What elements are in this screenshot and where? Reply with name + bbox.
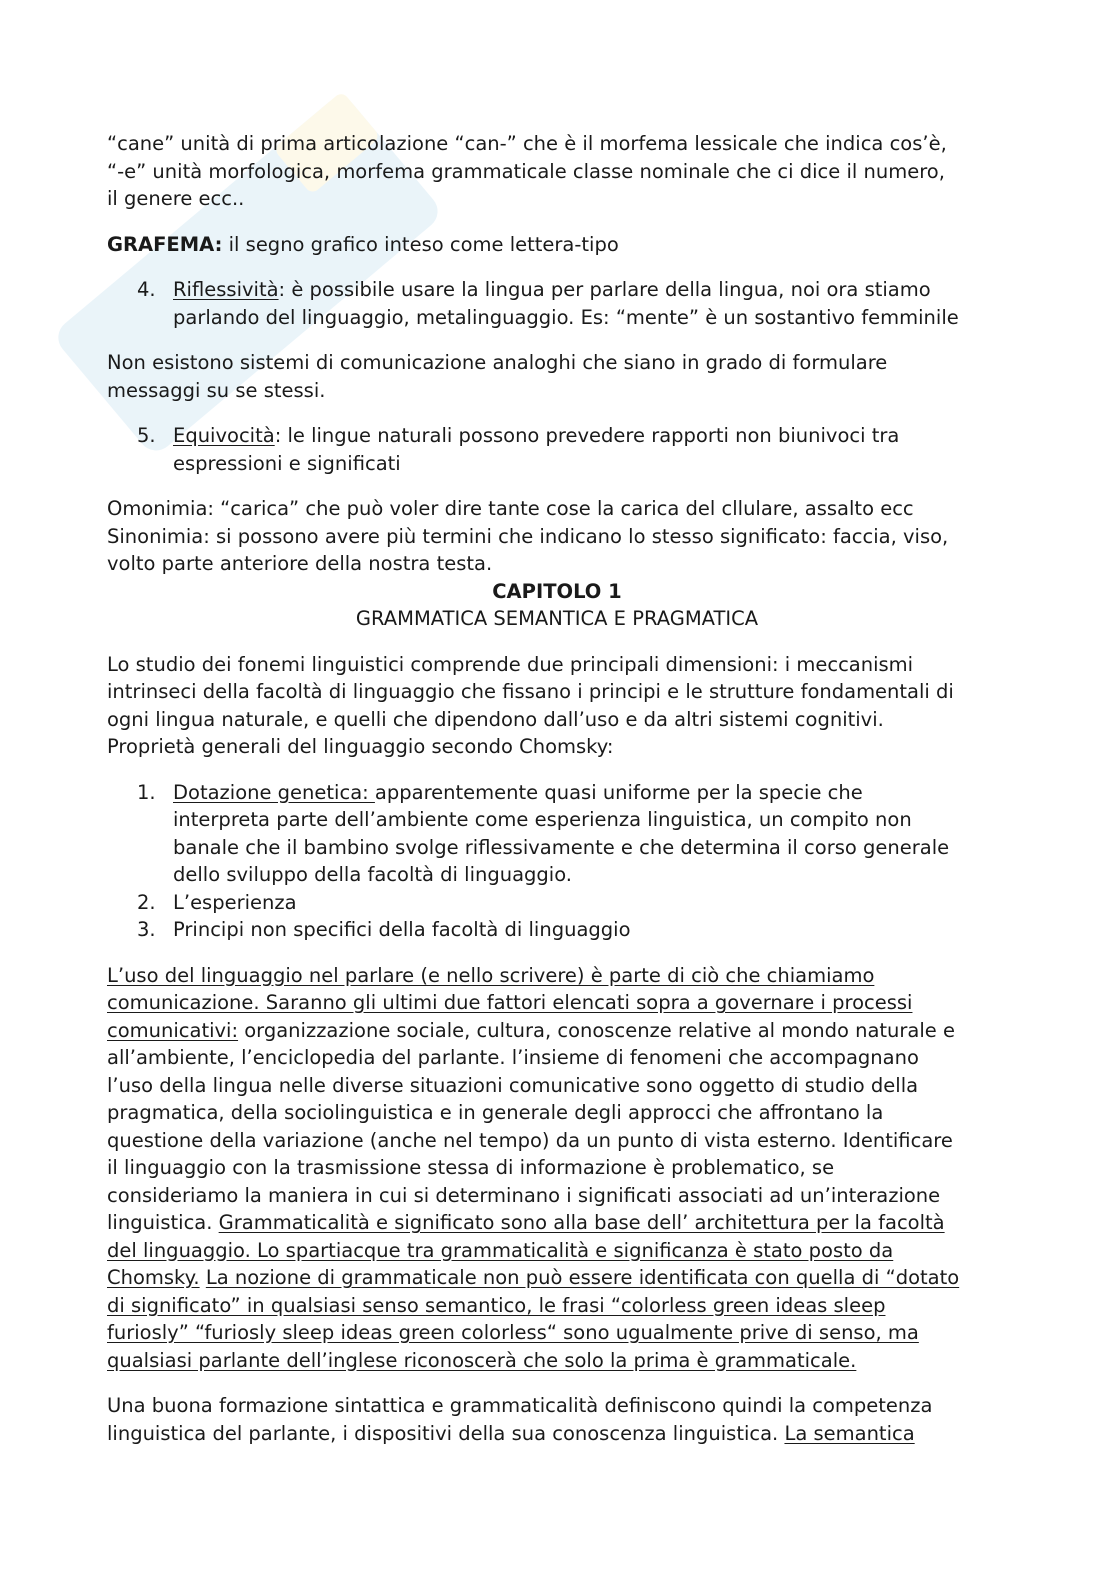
text-line: qualsiasi parlante dell’inglese riconoscerà che solo la prima è grammaticale. <box>107 1348 857 1372</box>
document-body <box>107 130 1007 1447</box>
paragraph-cane <box>107 130 1007 213</box>
text-line: linguistica. <box>107 1211 219 1234</box>
text-line: Sinonimia: si possono avere più termini che indicano lo stesso significato: faccia, viso, <box>107 524 949 548</box>
list-number: 5. <box>137 424 156 447</box>
list-text: Principi non specifici della facoltà di linguaggio <box>173 918 631 941</box>
paragraph-omonimia <box>107 495 1007 578</box>
text-line: il linguaggio con la trasmissione stessa di informazione è problematico, se <box>107 1156 835 1179</box>
list-item-principi <box>107 916 1007 944</box>
paragraph-formazione <box>107 1392 1007 1447</box>
text-line: ogni lingua naturale, e quelli che dipendono dall’uso e da altri sistemi cognitivi. <box>107 707 884 731</box>
list-item-equivocita <box>107 422 1007 477</box>
list-number: 3. <box>137 918 156 941</box>
text-line: l’uso della lingua nelle diverse situazioni comunicative sono oggetto di studio della <box>107 1073 919 1097</box>
chapter-subtitle: GRAMMATICA SEMANTICA E PRAGMATICA <box>355 607 759 630</box>
text-line: banale che il bambino svolge riflessivamente e che determina il corso generale <box>173 835 950 859</box>
text-line: “cane” unità di prima articolazione “can-” che è il morfema lessicale che indica cos’è, <box>107 132 947 155</box>
list-number: 2. <box>137 890 156 914</box>
text-line: linguistica del parlante, i dispositivi della sua conoscenza linguistica. <box>107 1421 785 1445</box>
text-line: all’ambiente, l’enciclopedia del parlante. l’insieme di fenomeni che accompagnano <box>107 1046 919 1069</box>
text-line: : le lingue naturali possono prevedere rapporti non biunivoci tra <box>274 424 900 447</box>
text-line: Omonimia: “carica” che può voler dire tante cose la carica del cllulare, assalto ecc <box>107 497 914 520</box>
text-line: Chomsky. <box>107 1266 200 1289</box>
text-line: L’uso del linguaggio nel parlare (e nello scrivere) è parte di ciò che chiamiamo <box>107 963 875 987</box>
paragraph-fonemi <box>107 651 1007 761</box>
text-line: volto parte anteriore della nostra testa. <box>107 552 493 575</box>
list-number: 4. <box>137 278 156 301</box>
text-line: parlando del linguaggio, metalinguaggio. Es: “mente” è un sostantivo femminile <box>173 305 959 329</box>
term-equivocita: Equivocità <box>173 424 275 447</box>
text-line: interpreta parte dell’ambiente come esperienza linguistica, un compito non <box>173 808 912 831</box>
text-line: Grammaticalità e significato sono alla base dell’ architettura per la facoltà <box>218 1211 945 1234</box>
text-line: il genere ecc.. <box>107 187 245 210</box>
text-line: La nozione di grammaticale non può essere identificata con quella di “dotato <box>205 1266 960 1289</box>
text-line: comunicativi: <box>107 1018 239 1042</box>
text-line: Proprietà generali del linguaggio secondo Chomsky: <box>107 735 614 758</box>
text-line: questione della variazione (anche nel tempo) da un punto di vista esterno. Identificare <box>107 1128 953 1152</box>
list-item-dotazione <box>107 779 1007 889</box>
text-line: Una buona formazione sintattica e grammaticalità definiscono quindi la competenza <box>107 1394 933 1417</box>
chapter-title: CAPITOLO 1 <box>492 579 622 603</box>
grafema-definition: il segno grafico inteso come lettera-tipo <box>222 232 619 256</box>
text-line: espressioni e significati <box>173 451 401 475</box>
text-line: messaggi su se stessi. <box>107 378 326 402</box>
term-dotazione: Dotazione genetica: <box>173 780 375 804</box>
list-text: L’esperienza <box>173 890 297 914</box>
text-line: Non esistono sistemi di comunicazione analoghi che siano in grado di formulare <box>107 351 888 374</box>
list-number: 1. <box>137 780 156 804</box>
text-line: intrinseci della facoltà di linguaggio che fissano i principi e le strutture fondamentali di <box>107 680 954 703</box>
term-riflessivita: Riflessività <box>173 278 279 301</box>
paragraph-uso-linguaggio <box>107 962 1007 1375</box>
text-line: furiosly” “furiosly sleep ideas green colorless“ sono ugualmente prive di senso, ma <box>107 1321 919 1344</box>
text-line: La semantica <box>784 1421 915 1445</box>
text-line: consideriamo la maniera in cui si determinano i significati associati ad un’interazione <box>107 1183 941 1207</box>
text-line: “-e” unità morfologica, morfema grammaticale classe nominale che ci dice il numero, <box>107 159 945 183</box>
text-line: del linguaggio. Lo spartiacque tra grammaticalità e significanza è stato posto da <box>107 1238 894 1262</box>
paragraph-grafema <box>107 231 1007 259</box>
text-line: di significato” in qualsiasi senso semantico, le frasi “colorless green ideas sleep <box>107 1293 886 1317</box>
paragraph-sistemi <box>107 349 1007 404</box>
text-line: : è possibile usare la lingua per parlare della lingua, noi ora stiamo <box>278 278 931 301</box>
text-line: dello sviluppo della facoltà di linguaggio. <box>173 863 572 886</box>
list-item-esperienza <box>107 889 1007 917</box>
text-line: comunicazione. Saranno gli ultimi due fattori elencati sopra a governare i processi <box>107 991 913 1014</box>
text-line: pragmatica, della sociolinguistica e in generale degli approcci che affrontano la <box>107 1101 884 1124</box>
text-line: organizzazione sociale, cultura, conoscenze relative al mondo naturale e <box>238 1018 955 1042</box>
text-line: apparentemente quasi uniforme per la specie che <box>374 780 863 804</box>
list-item-riflessivita <box>107 276 1007 331</box>
text-line: Lo studio dei fonemi linguistici comprende due principali dimensioni: i meccanismi <box>107 652 914 676</box>
grafema-term: GRAFEMA: <box>107 232 223 256</box>
